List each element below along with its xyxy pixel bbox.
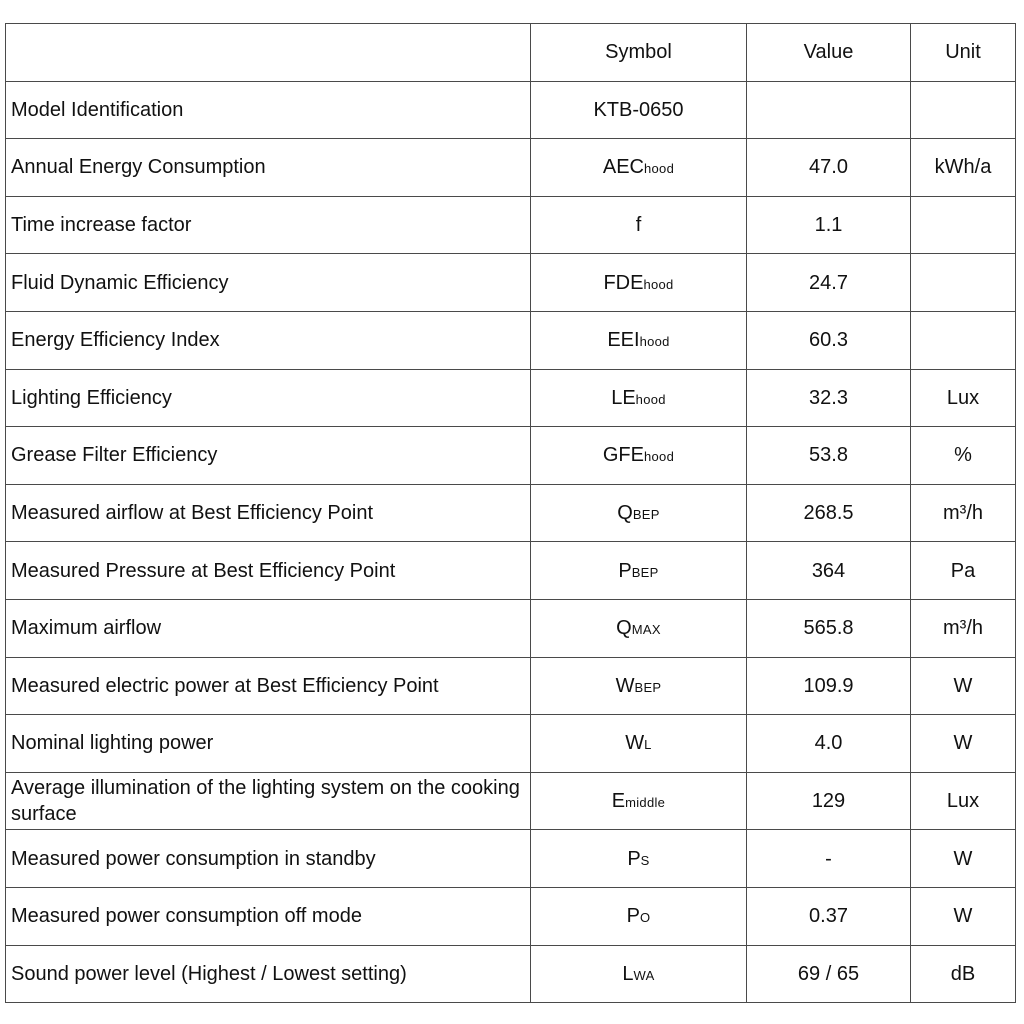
symbol-cell: [531, 427, 747, 485]
symbol-subscript: L: [644, 737, 652, 753]
symbol-base: P: [627, 847, 641, 870]
value-cell: 60.3: [747, 311, 911, 369]
unit-cell: m³/h: [911, 484, 1016, 542]
unit-cell: %: [911, 427, 1016, 485]
value-cell: -: [747, 830, 911, 888]
symbol-subscript: O: [639, 910, 651, 926]
header-symbol: Symbol: [531, 24, 747, 82]
table-row: [6, 887, 1016, 945]
value-cell: 268.5: [747, 484, 911, 542]
unit-cell: dB: [911, 945, 1016, 1003]
unit-cell: W: [911, 830, 1016, 888]
symbol-cell: [531, 81, 747, 139]
symbol-cell: [531, 311, 747, 369]
value-cell: 0.37: [747, 887, 911, 945]
table-row: [6, 369, 1016, 427]
parameter-cell: Grease Filter Efficiency: [6, 427, 531, 485]
parameter-cell: Nominal lighting power: [6, 715, 531, 773]
unit-cell: [911, 196, 1016, 254]
value-cell: [747, 81, 911, 139]
symbol-cell: [531, 196, 747, 254]
table-row: [6, 542, 1016, 600]
symbol-cell: [531, 887, 747, 945]
symbol-base: W: [615, 674, 635, 697]
unit-cell: W: [911, 657, 1016, 715]
symbol-base: Q: [617, 502, 633, 525]
symbol-subscript: BEP: [631, 564, 659, 580]
symbol-cell: [531, 715, 747, 773]
symbol-cell: [531, 657, 747, 715]
unit-cell: Pa: [911, 542, 1016, 600]
table-row: [6, 427, 1016, 485]
symbol-subscript: middle: [625, 795, 666, 811]
unit-cell: [911, 311, 1016, 369]
table-row: [6, 772, 1016, 830]
parameter-cell: Average illumination of the lighting system on the cooking surface: [6, 772, 531, 830]
symbol-subscript: hood: [639, 334, 670, 350]
unit-cell: Lux: [911, 772, 1016, 830]
table-row: [6, 196, 1016, 254]
unit-cell: m³/h: [911, 599, 1016, 657]
value-cell: 69 / 65: [747, 945, 911, 1003]
table-row: [6, 599, 1016, 657]
parameter-cell: Sound power level (Highest / Lowest setting): [6, 945, 531, 1003]
parameter-cell: Measured power consumption in standby: [6, 830, 531, 888]
table-row: [6, 311, 1016, 369]
value-cell: 364: [747, 542, 911, 600]
symbol-base: E: [611, 790, 626, 813]
specification-table: [5, 23, 1016, 1003]
parameter-cell: Measured Pressure at Best Efficiency Point: [6, 542, 531, 600]
table-body: [6, 81, 1016, 1003]
value-cell: 109.9: [747, 657, 911, 715]
parameter-cell: Model Identification: [6, 81, 531, 139]
symbol-base: f: [635, 214, 642, 237]
parameter-cell: Measured electric power at Best Efficiency Point: [6, 657, 531, 715]
symbol-subscript: hood: [643, 276, 674, 292]
parameter-cell: Energy Efficiency Index: [6, 311, 531, 369]
symbol-subscript: MAX: [631, 622, 661, 638]
symbol-cell: [531, 772, 747, 830]
value-cell: 47.0: [747, 139, 911, 197]
value-cell: 4.0: [747, 715, 911, 773]
symbol-subscript: hood: [644, 161, 675, 177]
header-unit: Unit: [911, 24, 1016, 82]
table-row: [6, 830, 1016, 888]
table-row: [6, 484, 1016, 542]
symbol-subscript: S: [640, 852, 650, 868]
unit-cell: W: [911, 887, 1016, 945]
symbol-cell: [531, 484, 747, 542]
table-header-row: [6, 24, 1016, 82]
symbol-cell: [531, 369, 747, 427]
symbol-base: Q: [616, 617, 632, 640]
unit-cell: kWh/a: [911, 139, 1016, 197]
symbol-cell: [531, 599, 747, 657]
symbol-base: L: [622, 962, 634, 985]
symbol-subscript: BEP: [634, 679, 662, 695]
parameter-cell: Measured power consumption off mode: [6, 887, 531, 945]
symbol-cell: [531, 945, 747, 1003]
unit-cell: Lux: [911, 369, 1016, 427]
symbol-base: P: [618, 559, 632, 582]
table-row: [6, 657, 1016, 715]
unit-cell: [911, 254, 1016, 312]
symbol-base: P: [626, 905, 640, 928]
symbol-base: KTB-0650: [593, 98, 684, 121]
parameter-cell: Measured airflow at Best Efficiency Point: [6, 484, 531, 542]
symbol-base: EEI: [607, 329, 640, 352]
table-row: [6, 139, 1016, 197]
value-cell: 53.8: [747, 427, 911, 485]
unit-cell: W: [911, 715, 1016, 773]
table-row: [6, 945, 1016, 1003]
symbol-base: GFE: [602, 444, 644, 467]
table-row: [6, 715, 1016, 773]
header-parameter: [6, 24, 531, 82]
value-cell: 129: [747, 772, 911, 830]
symbol-subscript: hood: [635, 391, 666, 407]
symbol-base: W: [625, 732, 645, 755]
value-cell: 24.7: [747, 254, 911, 312]
parameter-cell: Maximum airflow: [6, 599, 531, 657]
symbol-base: AEC: [602, 156, 644, 179]
value-cell: 565.8: [747, 599, 911, 657]
symbol-cell: [531, 830, 747, 888]
unit-cell: [911, 81, 1016, 139]
value-cell: 32.3: [747, 369, 911, 427]
parameter-cell: Lighting Efficiency: [6, 369, 531, 427]
symbol-cell: [531, 139, 747, 197]
table-row: [6, 81, 1016, 139]
parameter-cell: Annual Energy Consumption: [6, 139, 531, 197]
table-row: [6, 254, 1016, 312]
value-cell: 1.1: [747, 196, 911, 254]
symbol-cell: [531, 542, 747, 600]
header-value: Value: [747, 24, 911, 82]
parameter-cell: Time increase factor: [6, 196, 531, 254]
symbol-base: LE: [611, 386, 636, 409]
symbol-cell: [531, 254, 747, 312]
symbol-subscript: WA: [633, 967, 655, 983]
symbol-base: FDE: [603, 271, 644, 294]
parameter-cell: Fluid Dynamic Efficiency: [6, 254, 531, 312]
symbol-subscript: hood: [644, 449, 675, 465]
symbol-subscript: BEP: [632, 507, 660, 523]
